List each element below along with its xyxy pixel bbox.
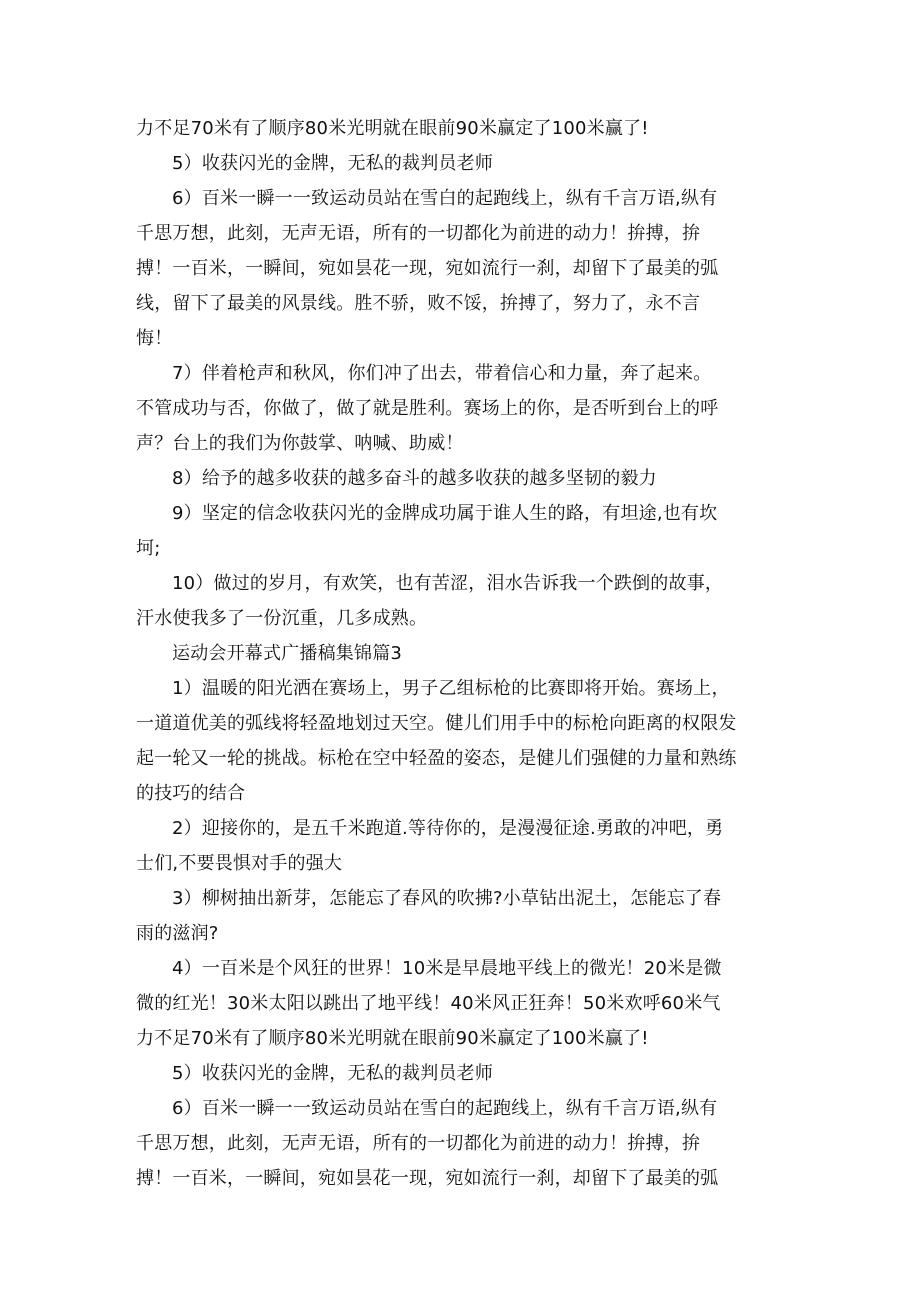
text-line: 搏！一百米，一瞬间，宛如昙花一现，宛如流行一刹，却留下了最美的弧 [136,258,719,279]
text-line: 5）收获闪光的金牌，无私的裁判员老师 [172,153,494,174]
text-line: 微的红光！30米太阳以跳出了地平线！40米风正狂奔！50米欢呼60米气 [136,993,721,1014]
text-line: 1）温暖的阳光洒在赛场上，男子乙组标枪的比赛即将开始。赛场上， [172,678,730,699]
text-line: 力不足70米有了顺序80米光明就在眼前90米赢定了100米赢了! [136,118,649,139]
text-line: 千思万想，此刻，无声无语，所有的一切都化为前进的动力！拚搏，拚 [136,223,701,244]
text-line: 起一轮又一轮的挑战。标枪在空中轻盈的姿态，是健儿们强健的力量和熟练 [136,748,737,769]
text-line: 声？台上的我们为你鼓掌、呐喊、助威！ [136,433,464,454]
text-line: 2）迎接你的，是五千米跑道.等待你的，是漫漫征途.勇敢的冲吧，勇 [172,818,724,839]
text-line: 不管成功与否，你做了，做了就是胜利。赛场上的你，是否听到台上的呼 [136,398,719,419]
text-line: 坷; [136,538,161,559]
text-line: 10）做过的岁月，有欢笑，也有苦涩，泪水告诉我一个跌倒的故事， [172,573,724,594]
text-line: 4）一百米是个风狂的世界！10米是早晨地平线上的微光！20米是微 [172,958,722,979]
text-line: 士们,不要畏惧对手的强大 [136,853,343,874]
text-line: 7）伴着枪声和秋风，你们冲了出去，带着信心和力量，奔了起来。 [172,363,712,384]
text-line: 的技巧的结合 [136,783,246,804]
text-line: 3）柳树抽出新芽，怎能忘了春风的吹拂?小草钻出泥土，怎能忘了春 [172,888,722,909]
text-line: 汗水使我多了一份沉重，几多成熟。 [136,608,428,629]
text-line: 一道道优美的弧线将轻盈地划过天空。健儿们用手中的标枪向距离的权限发 [136,713,737,734]
text-line: 9）坚定的信念收获闪光的金牌成功属于谁人生的路，有坦途,也有坎 [172,503,718,524]
text-line: 搏！一百米，一瞬间，宛如昙花一现，宛如流行一刹，却留下了最美的弧 [136,1168,719,1189]
text-line: 力不足70米有了顺序80米光明就在眼前90米赢定了100米赢了! [136,1028,649,1049]
text-line: 线，留下了最美的风景线。胜不骄，败不馁，拚搏了，努力了，永不言 [136,293,701,314]
text-line: 5）收获闪光的金牌，无私的裁判员老师 [172,1063,494,1084]
text-line: 悔！ [136,328,173,349]
text-line: 8）给予的越多收获的越多奋斗的越多收获的越多坚韧的毅力 [172,468,657,489]
text-line: 千思万想，此刻，无声无语，所有的一切都化为前进的动力！拚搏，拚 [136,1133,701,1154]
text-line: 6）百米一瞬一一致运动员站在雪白的起跑线上，纵有千言万语,纵有 [172,188,718,209]
text-line: 雨的滋润? [136,923,219,944]
text-line: 6）百米一瞬一一致运动员站在雪白的起跑线上，纵有千言万语,纵有 [172,1098,718,1119]
section-heading: 运动会开幕式广播稿集锦篇3 [172,643,403,664]
